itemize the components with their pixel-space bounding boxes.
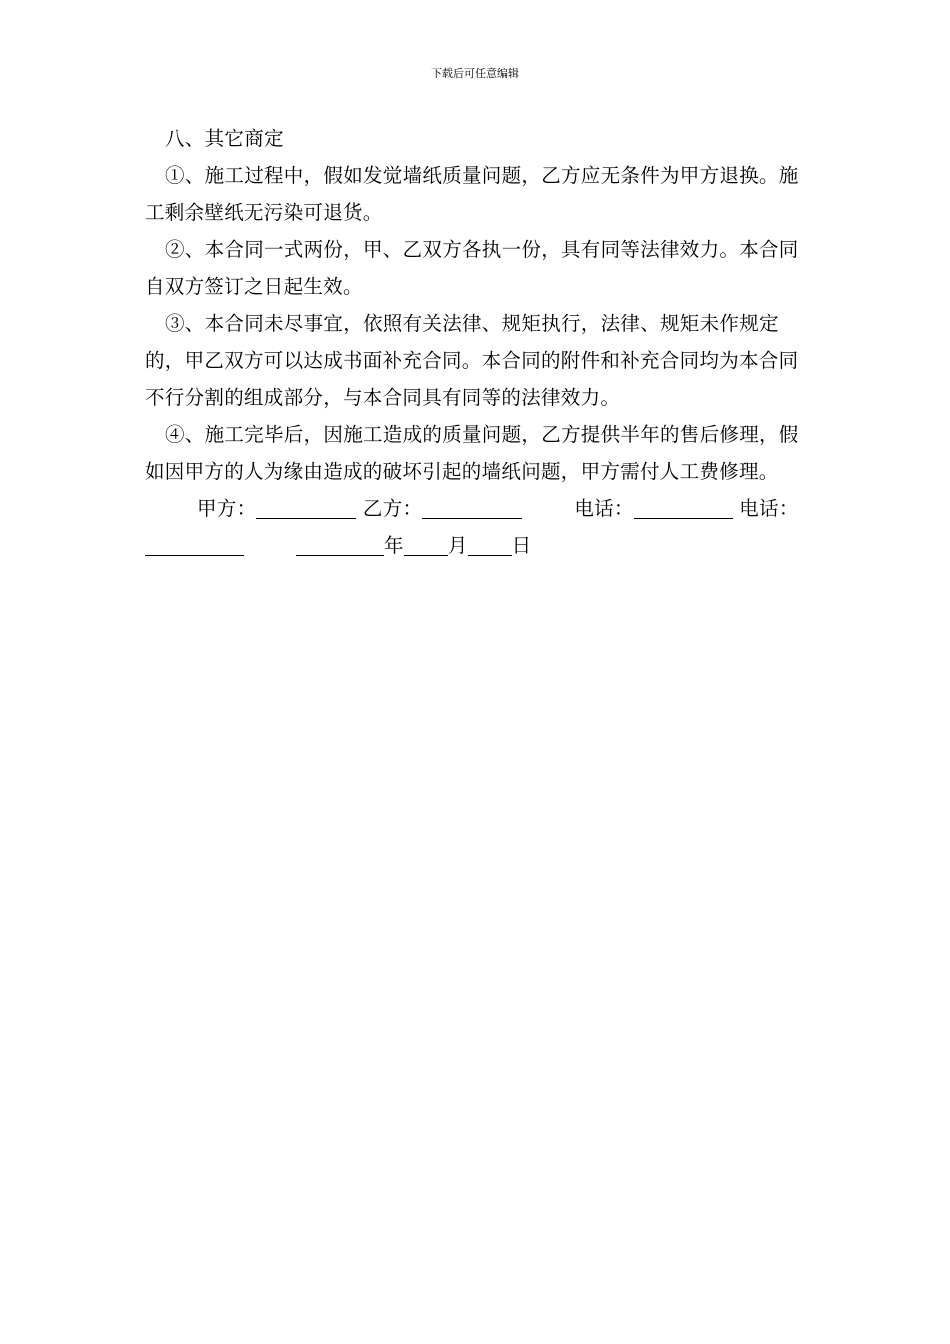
phone-label-b: 电话：: [739, 497, 799, 520]
section-heading: 八、其它商定: [165, 127, 284, 150]
page-header: 下载后可任意编辑: [431, 67, 519, 80]
clause-2: ②、本合同一式两份，甲、乙双方各执一份，具有同等法律效力。本合同自双方签订之日起生效。: [145, 238, 799, 298]
party-a-label: 甲方：: [197, 497, 257, 520]
clause-3: ③、本合同未尽事宜，依照有关法律、规矩执行，法律、规矩未作规定的，甲乙双方可以达成书面补充合同。本合同的附件和补充合同均为本合同不行分割的组成部分，与本合同具有同等的法律效力。: [145, 312, 799, 409]
year-label: 年: [384, 534, 404, 557]
party-b-label: 乙方：: [362, 497, 423, 520]
clause-4-with-signature: [145, 416, 807, 564]
party-a-blank[interactable]: [256, 496, 356, 519]
phone-a-blank[interactable]: [634, 496, 733, 519]
month-blank[interactable]: [404, 533, 448, 556]
year-blank[interactable]: [296, 533, 384, 556]
clause-1: ①、施工过程中，假如发觉墙纸质量问题，乙方应无条件为甲方退换。施工剩余壁纸无污染可退货。: [145, 164, 799, 224]
month-label: 月: [447, 534, 468, 557]
day-label: 日: [511, 534, 532, 557]
party-b-blank[interactable]: [422, 496, 522, 519]
phone-b-blank[interactable]: [145, 533, 244, 556]
clause-4: ④、施工完毕后，因施工造成的质量问题，乙方提供半年的售后修理，假如因甲方的人为缘由造成的破坏引起的墙纸问题，甲方需付人工费修理。: [145, 423, 799, 483]
day-blank[interactable]: [468, 533, 512, 556]
phone-label-a: 电话：: [574, 497, 634, 520]
contract-section: [145, 120, 807, 564]
